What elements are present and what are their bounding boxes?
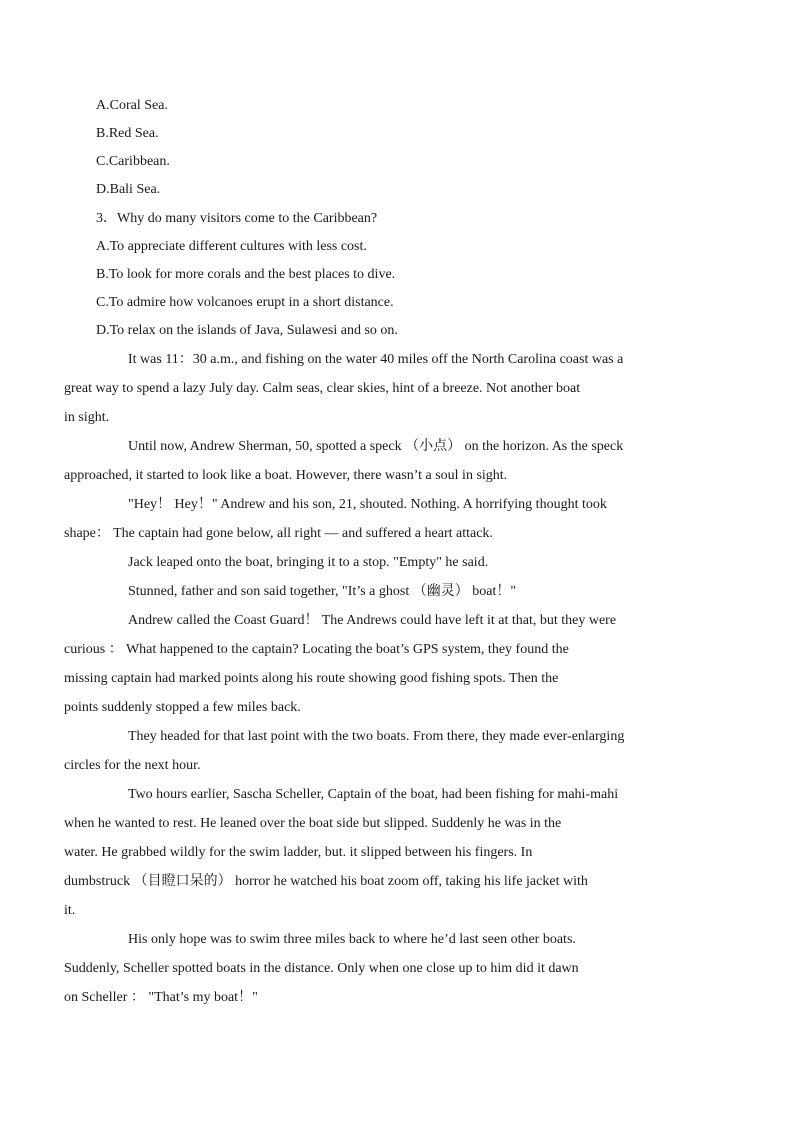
- passage-paragraph: [64, 722, 700, 780]
- passage-paragraph: [64, 432, 700, 490]
- q2-option-b: B.Red Sea.: [96, 126, 159, 141]
- passage-line: Jack leaped onto the boat, bringing it to a stop. "Empty" he said.: [128, 555, 489, 570]
- passage-line: shape： The captain had gone below, all right — and suffered a heart attack.: [64, 526, 493, 541]
- q2-option-a: A.Coral Sea.: [96, 98, 168, 113]
- passage-line: dumbstruck （目瞪口呆的） horror he watched his boat zoom off, taking his life jacket with: [64, 874, 588, 889]
- passage-line: "Hey！ Hey！" Andrew and his son, 21, shouted. Nothing. A horrifying thought took: [128, 497, 607, 512]
- passage-line: Two hours earlier, Sascha Scheller, Captain of the boat, had been fishing for mahi-mahi: [128, 787, 619, 802]
- reading-passage: [64, 345, 700, 1012]
- passage-line: They headed for that last point with the two boats. From there, they made ever-enlarging: [128, 729, 625, 744]
- passage-line: Andrew called the Coast Guard！ The Andrews could have left it at that, but they were: [128, 613, 617, 628]
- passage-line: missing captain had marked points along his route showing good fishing spots. Then the: [64, 671, 559, 686]
- passage-line: great way to spend a lazy July day. Calm seas, clear skies, hint of a breeze. Not another boat: [64, 381, 581, 396]
- passage-line: on Scheller ： "That’s my boat！": [64, 990, 258, 1005]
- q3-option-a: A.To appreciate different cultures with less cost.: [96, 239, 367, 254]
- q3-option-c: C.To admire how volcanoes erupt in a short distance.: [96, 295, 394, 310]
- passage-line: circles for the next hour.: [64, 758, 201, 773]
- passage-paragraph: [64, 780, 700, 925]
- passage-paragraph: [96, 577, 700, 606]
- q2-option-c: C.Caribbean.: [96, 154, 170, 169]
- passage-line: points suddenly stopped a few miles back.: [64, 700, 301, 715]
- passage-line: Stunned, father and son said together, "It’s a ghost （幽灵） boat！": [128, 584, 517, 599]
- passage-line: curious ： What happened to the captain? Locating the boat’s GPS system, they found the: [64, 642, 569, 657]
- passage-line: It was 11：30 a.m., and fishing on the water 40 miles off the North Carolina coast was a: [128, 352, 624, 367]
- passage-paragraph: [64, 925, 700, 1012]
- passage-line: approached, it started to look like a boat. However, there wasn’t a soul in sight.: [64, 468, 508, 483]
- document-page: [64, 92, 700, 1012]
- passage-line: water. He grabbed wildly for the swim ladder, but. it slipped between his fingers. In: [64, 845, 533, 860]
- passage-line: Suddenly, Scheller spotted boats in the distance. Only when one close up to him did it dawn: [64, 961, 579, 976]
- q3-option-b: B.To look for more corals and the best places to dive.: [96, 267, 396, 282]
- passage-paragraph: [96, 548, 700, 577]
- passage-line: in sight.: [64, 410, 110, 425]
- passage-line: Until now, Andrew Sherman, 50, spotted a speck （小点） on the horizon. As the speck: [128, 439, 624, 454]
- passage-line: His only hope was to swim three miles back to where he’d last seen other boats.: [128, 932, 576, 947]
- passage-line: when he wanted to rest. He leaned over the boat side but slipped. Suddenly he was in the: [64, 816, 562, 831]
- passage-paragraph: [64, 345, 700, 432]
- q2-option-d: D.Bali Sea.: [96, 182, 161, 197]
- passage-paragraph: [64, 490, 700, 548]
- passage-line: it.: [64, 903, 76, 918]
- passage-paragraph: [64, 606, 700, 722]
- q3-option-d: D.To relax on the islands of Java, Sulawesi and so on.: [96, 323, 398, 338]
- q3-question: 3．Why do many visitors come to the Caribbean?: [96, 211, 378, 226]
